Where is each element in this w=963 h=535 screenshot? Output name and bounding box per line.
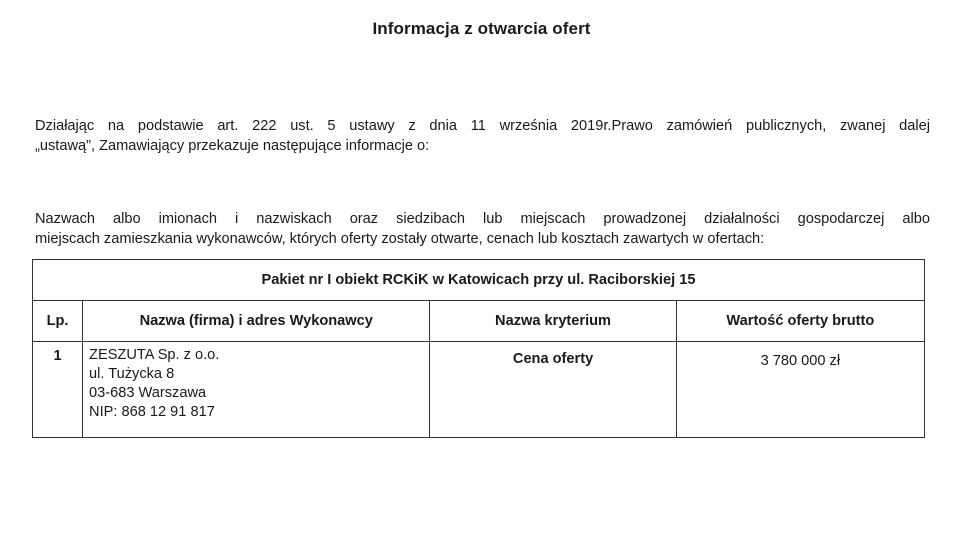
row-contractor bbox=[83, 342, 430, 438]
package-title: Pakiet nr I obiekt RCKiK w Katowicach przy ul. Raciborskiej 15 bbox=[33, 260, 925, 301]
contractor-street: ul. Tużycka 8 bbox=[89, 366, 175, 382]
package-row bbox=[33, 260, 925, 301]
row-criterion: Cena oferty bbox=[430, 342, 676, 438]
header-criterion: Nazwa kryterium bbox=[430, 301, 676, 342]
offers-table bbox=[32, 259, 925, 438]
intro-line: „ustawą”, Zamawiający przekazuje następujące informacje o: bbox=[35, 138, 430, 154]
description-line: miejscach zamieszkania wykonawców, których oferty zostały otwarte, cenach lub kosztach zawartych w ofertach: bbox=[35, 231, 765, 247]
intro-line: Działając na podstawie art. 222 ust. 5 ustawy z dnia 11 września 2019r.Prawo zamówień publicznych, zwanej dalej bbox=[35, 118, 930, 134]
header-offer-value: Wartość oferty brutto bbox=[676, 301, 924, 342]
header-contractor: Nazwa (firma) i adres Wykonawcy bbox=[83, 301, 430, 342]
header-lp: Lp. bbox=[33, 301, 83, 342]
row-offer-value: 3 780 000 zł bbox=[676, 342, 924, 438]
description-line: Nazwach albo imionach i nazwiskach oraz siedzibach lub miejscach prowadzonej działalności gospodarczej albo bbox=[35, 211, 930, 227]
row-lp: 1 bbox=[33, 342, 83, 438]
document-title: Informacja z otwarcia ofert bbox=[372, 19, 591, 38]
header-row bbox=[33, 301, 925, 342]
contractor-city: 03-683 Warszawa bbox=[89, 385, 207, 401]
contractor-nip: NIP: 868 12 91 817 bbox=[89, 404, 215, 420]
intro-paragraph bbox=[35, 116, 930, 156]
description-paragraph bbox=[35, 209, 930, 249]
contractor-name: ZESZUTA Sp. z o.o. bbox=[89, 347, 220, 363]
table-row bbox=[33, 342, 925, 438]
